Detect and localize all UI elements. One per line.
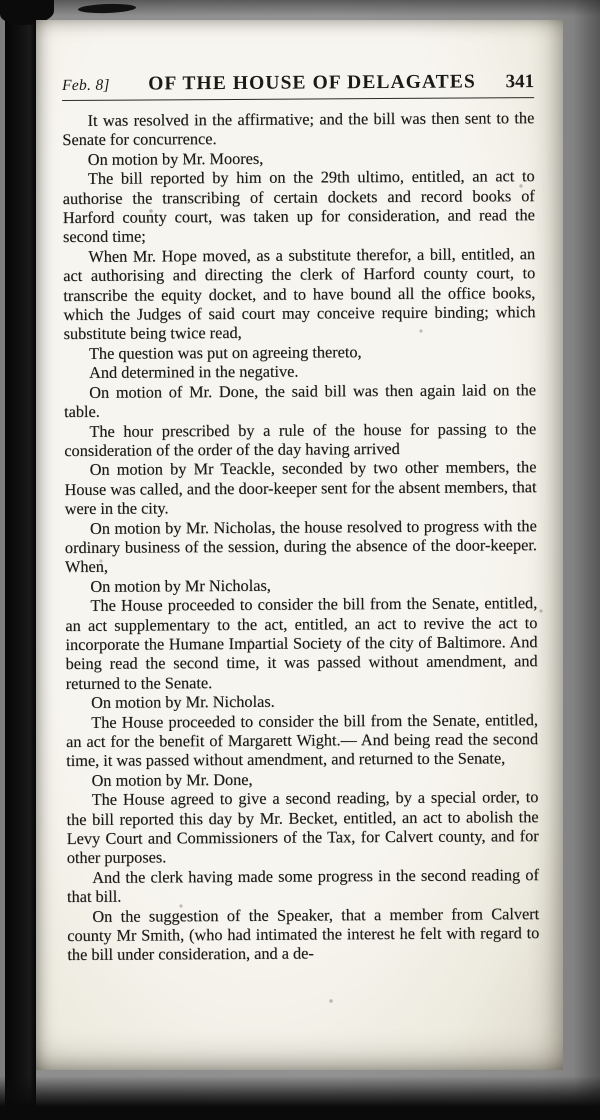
paragraph: When Mr. Hope moved, as a substitute therefor, a bill, entitled, an act authorising and directing the clerk of Harford county court, to transcribe the equity docket, and to have bound all the office books, which the Judges of said court may conceive require binding; which substitute being twice read, (63, 243, 536, 344)
header-rule (62, 97, 534, 101)
paragraph: On motion by Mr Nicholas, (90, 575, 271, 596)
paragraph: On motion by Mr. Nicholas. (91, 691, 275, 713)
paragraph: On motion by Mr Teackle, seconded by two other members, the House was called, and the door-keeper sent for the absent members, that were in the city. (64, 457, 537, 519)
paragraph: On motion by Mr. Nicholas, the house resolved to progress with the ordinary business of the session, during the absence of the door-keeper. When, (64, 515, 537, 577)
paragraph: On motion of Mr. Done, the said bill was then again laid on the table. (64, 379, 536, 422)
paragraph: And determined in the negative. (89, 361, 299, 383)
scan-noise-speckles (0, 0, 2, 2)
page-content (62, 71, 539, 965)
page-header (62, 71, 534, 96)
scan-bottom-band (0, 1076, 600, 1120)
paragraph: On motion by Mr. Done, (91, 769, 253, 790)
header-date: Feb. 8] (62, 76, 110, 94)
book-gutter-shadow (5, 0, 36, 1120)
paragraph: On motion by Mr. Moores, (87, 148, 264, 169)
document-body (62, 108, 539, 965)
page-sheet (36, 20, 563, 1070)
paragraph: On the suggestion of the Speaker, that a member from Calvert county Mr Smith, (who had intimated the interest he felt with regard to the bill under consideration, and a de- (67, 903, 540, 965)
paragraph: The hour prescribed by a rule of the house for passing to the consideration of the order of the day having arrived (64, 418, 537, 460)
scan-right-shadow (574, 0, 600, 1120)
paragraph: The House proceeded to consider the bill from the Senate, entitled, an act supplementary to the act, entitled, an act to revive the act to incorporate the Humane Impartial Society of the city of Baltimore. And being read the second time, it was passed without amendment, and returned to the Senate. (65, 593, 538, 693)
paragraph: And the clerk having made some progress in the second reading of that bill. (66, 864, 539, 907)
paragraph: The House agreed to give a second reading, by a special order, to the bill reported this day by Mr. Becket, entitled, an act to abolish the Levy Court and Commissioners of the Tax, for Calvert county, and for other purposes. (66, 787, 539, 868)
header-page-number: 341 (505, 71, 535, 93)
header-title: OF THE HOUSE OF DELAGATES (148, 71, 476, 95)
paragraph: The House proceeded to consider the bill from the Senate, entitled, an act for the benefit of Margarett Wight.— And being read the second time, it was passed without amendment, and returned to the Senate, (66, 709, 539, 771)
paragraph: The bill reported by him on the 29th ultimo, entitled, an act to authorise the transcribing of certain dockets and record books of Harford county court, was taken up for consideration, and read the second time; (62, 166, 535, 247)
paragraph: The question was put on agreeing thereto, (88, 342, 362, 363)
paragraph: It was resolved in the affirmative; and the bill was then sent to the Senate for concurrence. (62, 108, 535, 150)
